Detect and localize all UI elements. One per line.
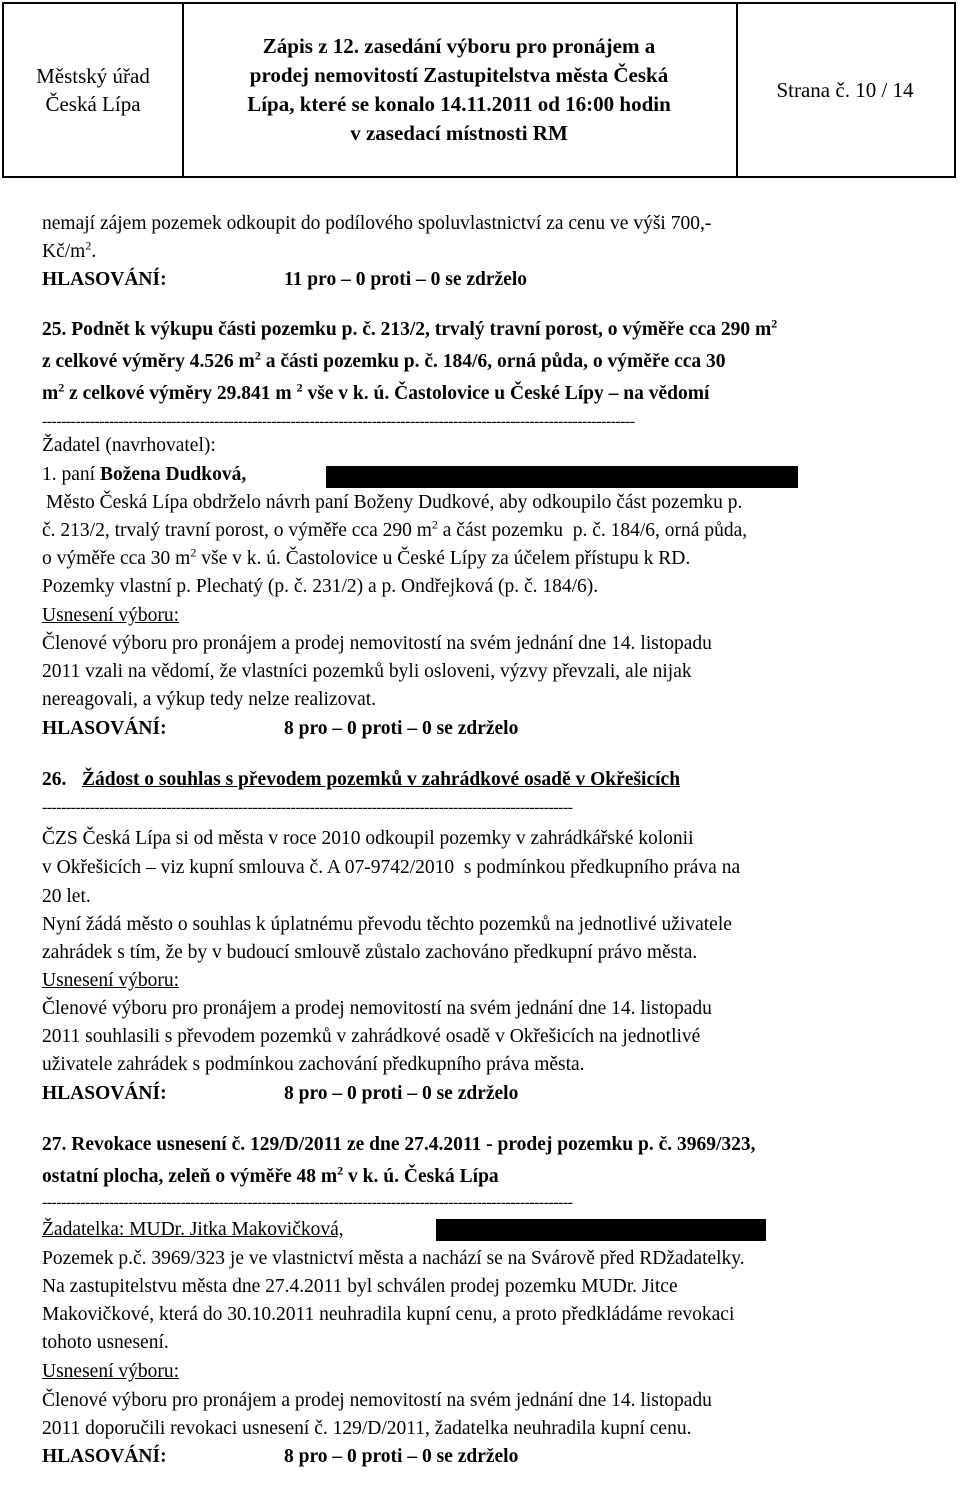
text-line: nemají zájem pozemek odkoupit do podílového spoluvlastnictví za cenu ve výši 700,- [42, 213, 712, 234]
page-header [2, 2, 956, 178]
resolution-label: Usnesení výboru: [42, 970, 180, 991]
text-line: Členové výboru pro pronájem a prodej nemovitostí na svém jednání dne 14. listopadu [42, 633, 712, 654]
text-line: Na zastupitelstvu města dne 27.4.2011 byl schválen prodej pozemku MUDr. Jitce [42, 1276, 678, 1297]
vote-line [42, 1082, 519, 1106]
office-city: Česká Lípa [45, 92, 141, 116]
applicant-line: 1. paní Božena Dudková, [42, 464, 247, 485]
resolution-label: Usnesení výboru: [42, 1361, 180, 1382]
text-line: uživatele zahrádek s podmínkou zachování předkupního práva města. [42, 1054, 585, 1075]
text-line: 2011 doporučili revokaci usnesení č. 129/D/2011, žadatelka neuhradila kupní cenu. [42, 1418, 692, 1439]
page-number-cell [736, 4, 954, 176]
vote-label: HLASOVÁNÍ: [42, 1083, 167, 1104]
text-line: nereagovali, a výkup tedy nelze realizovat. [42, 689, 377, 710]
vote-line [42, 268, 528, 292]
title-line: prodej nemovitostí Zastupitelstva města Česká [249, 63, 669, 87]
separator: ---------------------------------------------------------------------------------------------------------------------------- [42, 413, 635, 430]
text-line: Makovičkové, která do 30.10.2011 neuhradila kupní cenu, a proto předkládáme revokaci [42, 1304, 735, 1325]
vote-result: 8 pro – 0 proti – 0 se zdrželo [284, 718, 519, 739]
title-line: Lípa, které se konalo 14.11.2011 od 16:00 hodin [247, 92, 671, 116]
text-line: $Kč/m^2$. [42, 238, 97, 262]
item-heading: ostatní plocha, zeleň o výměře 48 $m^2$ v k. ú. Česká Lípa [42, 1163, 499, 1187]
item-heading: 27. Revokace usnesení č. 129/D/2011 ze dne 27.4.2011 - prodej pozemku p. č. 3969/323, [42, 1134, 756, 1155]
text-line: 2011 souhlasili s převodem pozemků v zahrádkové osadě v Okřešicích na jednotlivé [42, 1026, 701, 1047]
vote-label: HLASOVÁNÍ: [42, 269, 167, 290]
text-line: zahrádek s tím, že by v budoucí smlouvě zůstalo zachováno předkupní právo města. [42, 942, 698, 963]
separator: --------------------------------------------------------------------------------------------------------------- [42, 1194, 573, 1211]
vote-line [42, 1445, 519, 1469]
text-line: Členové výboru pro pronájem a prodej nemovitostí na svém jednání dne 14. listopadu [42, 998, 712, 1019]
resolution-label: Usnesení výboru: [42, 605, 180, 626]
separator: --------------------------------------------------------------------------------------------------------------- [42, 799, 573, 816]
page-number: Strana č. 10 / 14 [776, 77, 914, 102]
vote-result: 11 pro – 0 proti – 0 se zdrželo [284, 269, 528, 290]
item-heading: 25. Podnět k výkupu části pozemku p. č. 213/2, trvalý travní porost, o výměře cca 290 $m^2$ [42, 316, 778, 340]
text-line: Pozemky vlastní p. Plechatý (p. č. 231/2) a p. Ondřejková (p. č. 184/6). [42, 576, 599, 597]
item-heading: 26. Žádost o souhlas s převodem pozemků v zahrádkové osadě v Okřešicích [42, 769, 681, 790]
title-cell [182, 4, 738, 176]
vote-label: HLASOVÁNÍ: [42, 1446, 167, 1467]
text-line: 20 let. [42, 886, 91, 907]
office-name: Městský úřad [36, 64, 150, 88]
item-heading: z celkové výměry 4.526 $m^2$ a části pozemku p. č. 184/6, orná půda, o výměře cca 30 [42, 348, 726, 372]
text-line: o výměře cca 30 $m^2$ vše v k. ú. Častolovice u České Lípy za účelem přístupu k RD. [42, 545, 691, 569]
vote-line [42, 717, 519, 741]
text-line: ČZS Česká Lípa si od města v roce 2010 odkoupil pozemky v zahrádkářské kolonii [42, 828, 694, 849]
text-line: Nyní žádá město o souhlas k úplatnému převodu těchto pozemků na jednotlivé uživatele [42, 914, 732, 935]
office-cell [4, 4, 184, 176]
text-line: Členové výboru pro pronájem a prodej nemovitostí na svém jednání dne 14. listopadu [42, 1390, 712, 1411]
text-line: Pozemek p.č. 3969/323 je ve vlastnictví města a nachází se na Svárově před RDžadatelky. [42, 1248, 745, 1269]
applicant-line: Žadatelka: MUDr. Jitka Makovičková, [42, 1219, 344, 1240]
title-line: Zápis z 12. zasedání výboru pro pronájem a [262, 34, 656, 58]
text-line: 2011 vzali na vědomí, že vlastníci pozemků byli osloveni, výzvy převzali, ale nijak [42, 661, 692, 682]
text-line: tohoto usnesení. [42, 1332, 169, 1353]
redaction-bar [326, 466, 798, 488]
applicant-label: Žadatel (navrhovatel): [42, 435, 216, 456]
title-line: v zasedací místnosti RM [350, 121, 568, 145]
vote-label: HLASOVÁNÍ: [42, 718, 167, 739]
item-heading: $m^2$ z celkové výměry 29.841 m $^2$ vše v k. ú. Častolovice u České Lípy – na vědomí [42, 380, 710, 404]
text-line: č. 213/2, trvalý travní porost, o výměře cca 290 $m^2$ a část pozemku p. č. 184/6, orná půda, [42, 517, 748, 541]
text-line: v Okřešicích – viz kupní smlouva č. A 07-9742/2010 s podmínkou předkupního práva na [42, 857, 741, 878]
redaction-bar [436, 1219, 766, 1241]
vote-result: 8 pro – 0 proti – 0 se zdrželo [284, 1083, 519, 1104]
text-line: Město Česká Lípa obdrželo návrh paní Boženy Dudkové, aby odkoupilo část pozemku p. [46, 492, 743, 513]
vote-result: 8 pro – 0 proti – 0 se zdrželo [284, 1446, 519, 1467]
